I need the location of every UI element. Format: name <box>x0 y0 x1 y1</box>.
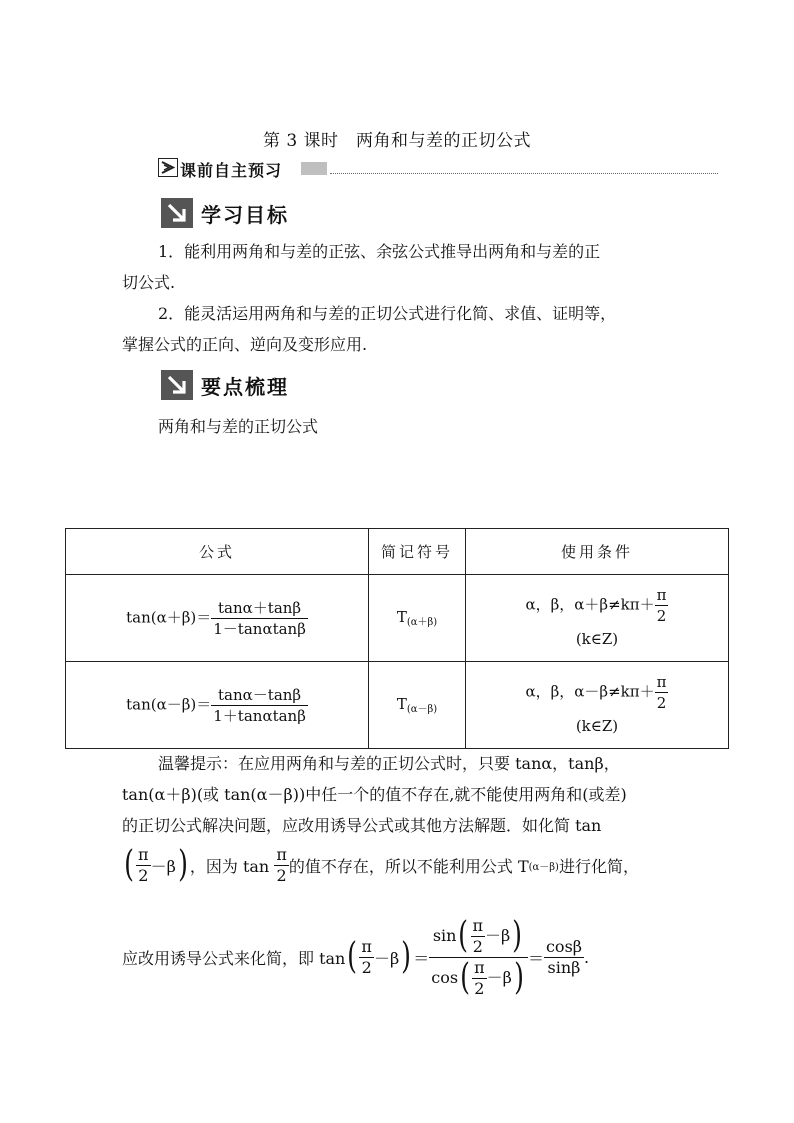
table-row <box>66 575 729 662</box>
arrow-icon <box>158 158 178 177</box>
goal-2-line-1: 2．能灵活运用两角和与差的正切公式进行化简、求值、证明等， <box>158 304 617 323</box>
tip-paragraph: 温馨提示：在应用两角和与差的正切公式时，只要 tanα，tanβ， tan(α＋β)(或 tan(α－β))中任一个的值不存在,就不能使用两角和(或差) 的正切公式解决问题，应改用诱导公式或其他方法解题．如化简 tan <box>122 754 627 835</box>
table-row <box>66 662 729 749</box>
table-header-row <box>66 529 729 575</box>
condition-cell: α，β，α－β≠kπ＋ $\frac{\pi}{2}$ (k∈Z) <box>466 662 729 749</box>
section-arrow-icon <box>161 370 193 400</box>
fraction: $\frac{\tan\alpha+\tan\beta}{1-\tan\alpha\tan\beta}$ <box>213 598 306 638</box>
section-title: 学习目标 <box>201 203 289 227</box>
tip-line-5: 应改用诱导公式来化简，即 tan ( $\frac{\pi}{2}$ －β ) ＝ sin ( $\frac{\pi}{2}$ －β ) cos ( $\frac{\pi}{2}$ －β ) ＝ $\frac{\cos\beta}{\sin\beta}$ . <box>122 915 590 998</box>
header-symbol: 简记符号 <box>369 529 466 575</box>
banner-decoration <box>301 162 327 175</box>
tip-label: 温馨提示： <box>158 754 239 773</box>
goal-1-line-2: 切公式. <box>122 273 176 292</box>
goal-2 <box>122 298 682 360</box>
symbol-cell: $T_{(\alpha-\beta)}$ <box>369 662 466 749</box>
section-heading-keypoints <box>161 370 321 400</box>
goal-1 <box>122 236 682 298</box>
goal-2-line-2: 掌握公式的正向、逆向及变形应用. <box>122 335 368 354</box>
section-banner <box>158 158 718 178</box>
formula-cell: tan(α＋β)＝ $\frac{\tan\alpha+\tan\beta}{1-\tan\alpha\tan\beta}$ <box>66 575 369 662</box>
subsection-title: 两角和与差的正切公式 <box>158 417 319 436</box>
formula-cell: tan(α－β)＝ $\frac{\tan\alpha-\tan\beta}{1+\tan\alpha\tan\beta}$ <box>66 662 369 749</box>
header-formula: 公式 <box>66 529 369 575</box>
formula-table <box>65 528 729 749</box>
section-title: 要点梳理 <box>201 375 289 399</box>
lesson-title: 第 3 课时 两角和与差的正切公式 <box>262 131 532 151</box>
section-heading-goals <box>161 198 321 228</box>
goal-1-line-1: 1．能利用两角和与差的正弦、余弦公式推导出两角和与差的正 <box>158 242 601 261</box>
symbol-cell: $T_{(\alpha+\beta)}$ <box>369 575 466 662</box>
condition-cell: α，β，α＋β≠kπ＋ $\frac{\pi}{2}$ (k∈Z) <box>466 575 729 662</box>
header-condition: 使用条件 <box>466 529 729 575</box>
banner-dotted-rule <box>330 173 718 174</box>
big-fraction: sin ( $\frac{\pi}{2}$ －β ) cos ( $\frac{\pi}{2}$ －β ) <box>429 916 528 999</box>
banner-label: 课前自主预习 <box>180 161 283 180</box>
section-arrow-icon <box>161 198 193 228</box>
fraction: $\frac{\tan\alpha-\tan\beta}{1+\tan\alpha\tan\beta}$ <box>213 685 306 725</box>
tip-line-4: ( $\frac{\pi}{2}$ －β ) ，因为 tan $\frac{\pi}{2}$ 的值不存在，所以不能利用公式 T (α－β) 进行化简， <box>124 844 639 885</box>
